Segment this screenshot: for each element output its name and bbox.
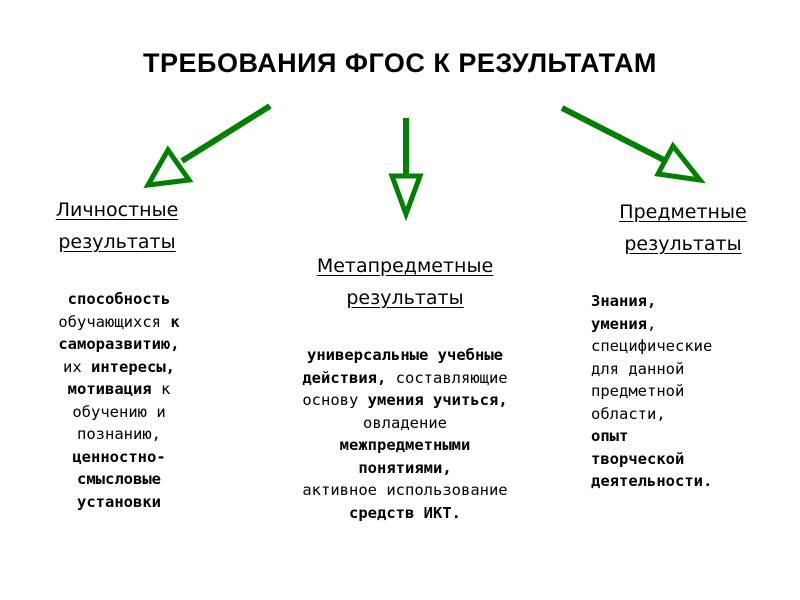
left-text-line bbox=[15, 446, 223, 469]
bold-text: средств ИКТ. bbox=[349, 503, 461, 522]
text: познанию, bbox=[77, 425, 161, 443]
bold-text: деятельности. bbox=[591, 472, 713, 490]
middle-text-line bbox=[240, 479, 570, 502]
bold-text: действия, bbox=[302, 368, 387, 387]
middle-text-line bbox=[240, 457, 570, 480]
text: активное использование bbox=[302, 481, 508, 499]
right-text-line bbox=[591, 290, 791, 313]
right-text-line bbox=[591, 358, 791, 381]
left-text-line bbox=[15, 468, 223, 491]
text: обучающихся bbox=[58, 312, 171, 331]
arrow-left-shaft bbox=[182, 106, 270, 161]
right-text-line bbox=[591, 425, 791, 448]
bold-text: умения bbox=[591, 314, 647, 333]
bold-text: межпредметными bbox=[339, 436, 471, 454]
bold-text: понятиями, bbox=[358, 458, 452, 477]
arrow-left bbox=[148, 106, 270, 185]
middle-text-line bbox=[240, 502, 570, 525]
left-heading-line: Личностные bbox=[55, 199, 179, 221]
arrow-right bbox=[562, 108, 700, 180]
text: составляющие bbox=[386, 368, 508, 387]
right-text-line bbox=[591, 380, 791, 403]
text: овладение bbox=[363, 413, 447, 432]
middle-heading bbox=[260, 250, 550, 314]
middle-heading-line: Метапредметные bbox=[316, 255, 494, 277]
text: специфические bbox=[591, 337, 713, 355]
left-text-line bbox=[15, 333, 223, 356]
arrow-middle-head bbox=[392, 176, 420, 214]
bold-text: опыт bbox=[591, 427, 629, 445]
bold-text: к bbox=[170, 312, 180, 331]
arrow-right-shaft bbox=[562, 108, 664, 160]
middle-text-line bbox=[240, 344, 570, 367]
left-text-line bbox=[15, 491, 223, 514]
middle-text-line bbox=[240, 389, 570, 412]
left-text-line bbox=[15, 401, 223, 424]
right-text-line bbox=[591, 313, 791, 336]
middle-text-line bbox=[240, 434, 570, 457]
left-text-line bbox=[15, 288, 223, 311]
bold-text: ценностно- bbox=[72, 447, 166, 466]
text: их bbox=[63, 357, 91, 376]
middle-text-line bbox=[240, 412, 570, 435]
right-heading-line: Предметные bbox=[619, 201, 747, 223]
right-heading bbox=[588, 196, 778, 260]
bold-text: установки bbox=[77, 492, 161, 511]
text: области, bbox=[591, 404, 666, 423]
left-heading bbox=[22, 194, 212, 258]
bold-text: умения учиться, bbox=[367, 391, 508, 409]
bold-text: творческой bbox=[591, 449, 685, 468]
bold-text: интересы, bbox=[91, 357, 175, 376]
left-text-line bbox=[15, 311, 223, 334]
right-text-line bbox=[591, 403, 791, 426]
left-text-line bbox=[15, 378, 223, 401]
right-description bbox=[591, 290, 791, 493]
bold-text: смысловые bbox=[77, 470, 161, 488]
text: предметной bbox=[591, 382, 685, 400]
right-heading-line: результаты bbox=[624, 233, 742, 255]
left-heading-line: результаты bbox=[58, 231, 176, 253]
text: основу bbox=[302, 391, 368, 409]
middle-heading-line: результаты bbox=[346, 287, 464, 309]
middle-text-line bbox=[240, 367, 570, 390]
left-text-line bbox=[15, 423, 223, 446]
left-text-line bbox=[15, 356, 223, 379]
text: к bbox=[151, 380, 171, 398]
right-text-line bbox=[591, 448, 791, 471]
right-text-line bbox=[591, 335, 791, 358]
text: , bbox=[647, 314, 657, 333]
bold-text: способность bbox=[67, 290, 171, 308]
middle-description bbox=[240, 344, 570, 524]
arrow-middle bbox=[392, 118, 420, 214]
right-text-line bbox=[591, 470, 791, 493]
arrow-right-head bbox=[658, 146, 700, 180]
left-description bbox=[15, 288, 223, 513]
bold-text: Знания, bbox=[591, 292, 657, 310]
text: для данной bbox=[591, 359, 685, 378]
bold-text: саморазвитию, bbox=[58, 335, 180, 353]
bold-text: универсальные учебные bbox=[307, 346, 503, 364]
text: обучению и bbox=[72, 402, 166, 421]
arrow-left-head bbox=[148, 150, 189, 185]
diagram-title: ТРЕБОВАНИЯ ФГОС К РЕЗУЛЬТАТАМ bbox=[143, 48, 657, 78]
bold-text: мотивация bbox=[67, 380, 152, 398]
